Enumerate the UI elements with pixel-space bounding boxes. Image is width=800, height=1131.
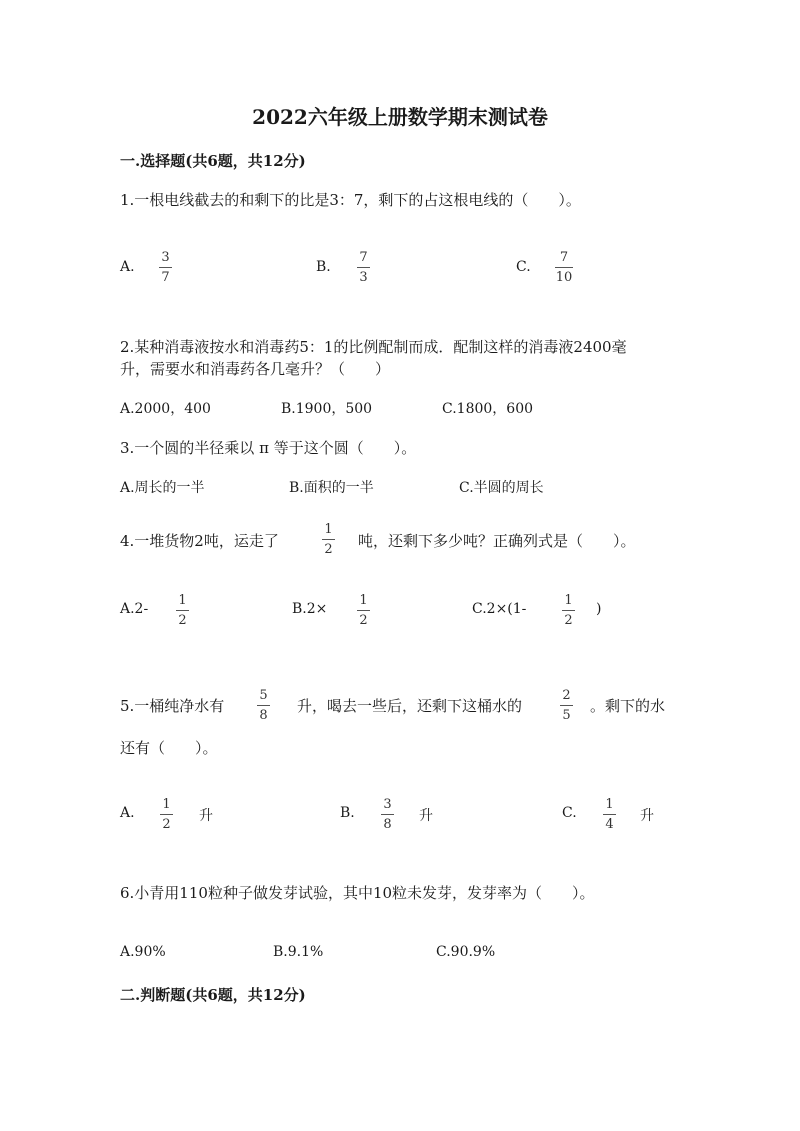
- section-heading-judgement: 二.判断题(共6题，共12分): [120, 986, 306, 1004]
- question-2-line-2: 升，需要水和消毒药各几毫升？（ ）: [120, 360, 391, 378]
- question-5-line-2: 还有（ ）。: [120, 739, 218, 757]
- question-4-option-a-fraction: 1 2: [176, 593, 189, 628]
- question-5-option-a-label: A.: [120, 805, 135, 821]
- question-6-option-a: A.90%: [120, 944, 166, 960]
- question-4-option-c-suffix: ): [596, 601, 602, 617]
- question-3-option-b: B.面积的一半: [289, 480, 374, 496]
- question-5-fraction-1: 5 8: [257, 688, 270, 723]
- question-3-option-a: A.周长的一半: [120, 480, 205, 496]
- option-b-fraction: 7 3: [357, 250, 370, 285]
- section-heading-choice: 一.选择题(共6题，共12分): [120, 152, 306, 170]
- question-5-option-c-unit: 升: [640, 808, 654, 824]
- exam-title: 2022六年级上册数学期末测试卷: [252, 105, 548, 129]
- question-4-option-a-prefix: A.2-: [120, 601, 149, 617]
- question-5-option-a-fraction: 1 2: [160, 797, 173, 832]
- question-4-option-b-prefix: B.2×: [292, 601, 328, 617]
- question-5-option-b-label: B.: [340, 805, 355, 821]
- question-4-text-end: 吨，还剩下多少吨？正确列式是（ ）。: [358, 532, 636, 550]
- question-4-fraction: 1 2: [322, 522, 335, 557]
- question-2-option-a: A.2000，400: [120, 401, 211, 417]
- question-6-text: 6.小青用110粒种子做发芽试验，其中10粒未发芽，发芽率为（ ）。: [120, 884, 595, 902]
- question-4-option-c-fraction: 1 2: [562, 593, 575, 628]
- question-4-text-start: 4.一堆货物2吨，运走了: [120, 532, 279, 550]
- option-c-fraction: 7 10: [555, 250, 573, 285]
- question-5-text-part-1: 5.一桶纯净水有: [120, 697, 225, 715]
- question-3-text: 3.一个圆的半径乘以 π 等于这个圆（ ）。: [120, 439, 417, 457]
- option-a-fraction: 3 7: [159, 250, 172, 285]
- question-5-text-part-2: 升，喝去一些后，还剩下这桶水的: [297, 697, 523, 715]
- option-c-label: C.: [516, 259, 531, 275]
- question-5-option-c-label: C.: [562, 805, 577, 821]
- question-5-fraction-2: 2 5: [560, 688, 573, 723]
- question-5-option-a-unit: 升: [199, 808, 213, 824]
- question-5-option-b-unit: 升: [419, 808, 433, 824]
- question-5-text-part-3: 。剩下的水: [590, 697, 666, 715]
- question-6-option-c: C.90.9%: [436, 944, 496, 960]
- question-3-option-c: C.半圆的周长: [459, 480, 544, 496]
- question-2-option-b: B.1900，500: [281, 401, 373, 417]
- question-1-text: 1.一根电线截去的和剩下的比是3：7，剩下的占这根电线的（ ）。: [120, 191, 581, 209]
- question-4-option-c-prefix: C.2×(1-: [472, 601, 527, 617]
- question-4-option-b-fraction: 1 2: [357, 593, 370, 628]
- question-5-option-c-fraction: 1 4: [603, 797, 616, 832]
- question-6-option-b: B.9.1%: [273, 944, 324, 960]
- option-a-label: A.: [120, 259, 135, 275]
- option-b-label: B.: [316, 259, 331, 275]
- question-2-option-c: C.1800，600: [442, 401, 534, 417]
- question-5-option-b-fraction: 3 8: [381, 797, 394, 832]
- question-2-line-1: 2.某种消毒液按水和消毒药5：1的比例配制而成．配制这样的消毒液2400毫: [120, 338, 627, 356]
